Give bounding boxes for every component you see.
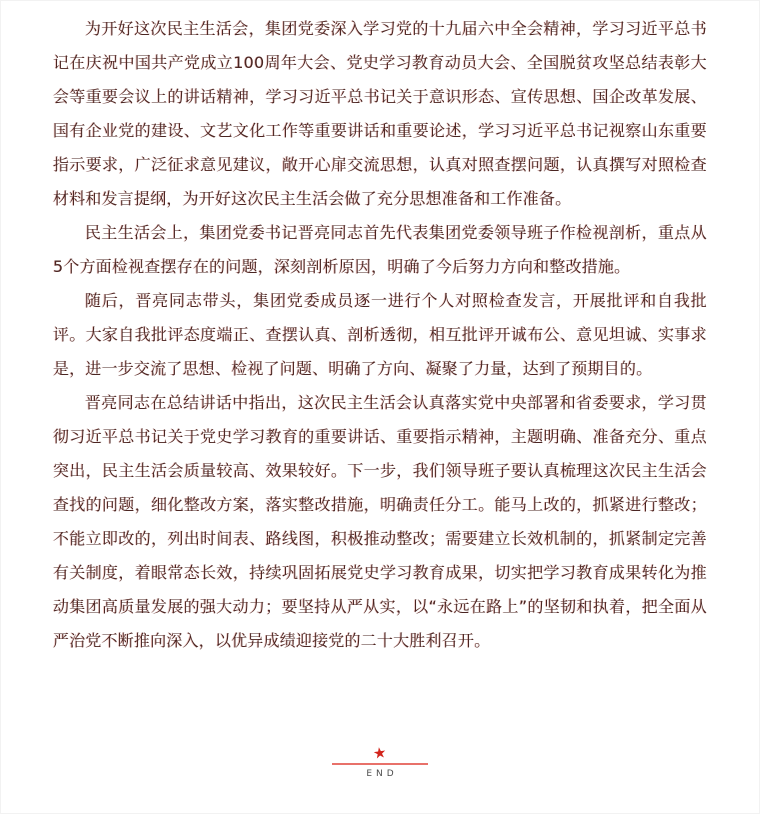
article [53, 1, 707, 658]
paragraph: 随后，晋亮同志带头，集团党委成员逐一进行个人对照检查发言，开展批评和自我批评。大家自我批评态度端正、查摆认真、剖析透彻，相互批评开诚布公、意见坦诚、实事求是，进一步交流了思想、检视了问题、明确了方向、凝聚了力量，达到了预期目的。 [53, 291, 707, 378]
red-star-icon: ★ [372, 743, 388, 763]
paragraph: 民主生活会上，集团党委书记晋亮同志首先代表集团党委领导班子作检视剖析，重点从5个方面检视查摆存在的问题，深刻剖析原因，明确了今后努力方向和整改措施。 [53, 223, 707, 276]
end-marker [1, 743, 759, 779]
end-divider-line [332, 763, 428, 765]
end-label: END [366, 769, 398, 779]
paragraph: 晋亮同志在总结讲话中指出，这次民主生活会认真落实党中央部署和省委要求，学习贯彻习近平总书记关于党史学习教育的重要讲话、重要指示精神，主题明确、准备充分、重点突出，民主生活会质量较高、效果较好。下一步，我们领导班子要认真梳理这次民主生活会查找的问题，细化整改方案，落实整改措施，明确责任分工。能马上改的，抓紧进行整改；不能立即改的，列出时间表、路线图，积极推动整改；需要建立长效机制的，抓紧制定完善有关制度，着眼常态长效，持续巩固拓展党史学习教育成果，切实把学习教育成果转化为推动集团高质量发展的强大动力；要坚持从严从实，以“永远在路上”的坚韧和执着，把全面从严治党不断推向深入，以优异成绩迎接党的二十大胜利召开。 [53, 393, 707, 650]
paragraph: 为开好这次民主生活会，集团党委深入学习党的十九届六中全会精神，学习习近平总书记在庆祝中国共产党成立100周年大会、党史学习教育动员大会、全国脱贫攻坚总结表彰大会等重要会议上的讲话精神，学习习近平总书记关于意识形态、宣传思想、国企改革发展、国有企业党的建设、文艺文化工作等重要讲话和重要论述，学习习近平总书记视察山东重要指示要求，广泛征求意见建议，敞开心扉交流思想，认真对照查摆问题，认真撰写对照检查材料和发言提纲，为开好这次民主生活会做了充分思想准备和工作准备。 [53, 19, 707, 208]
